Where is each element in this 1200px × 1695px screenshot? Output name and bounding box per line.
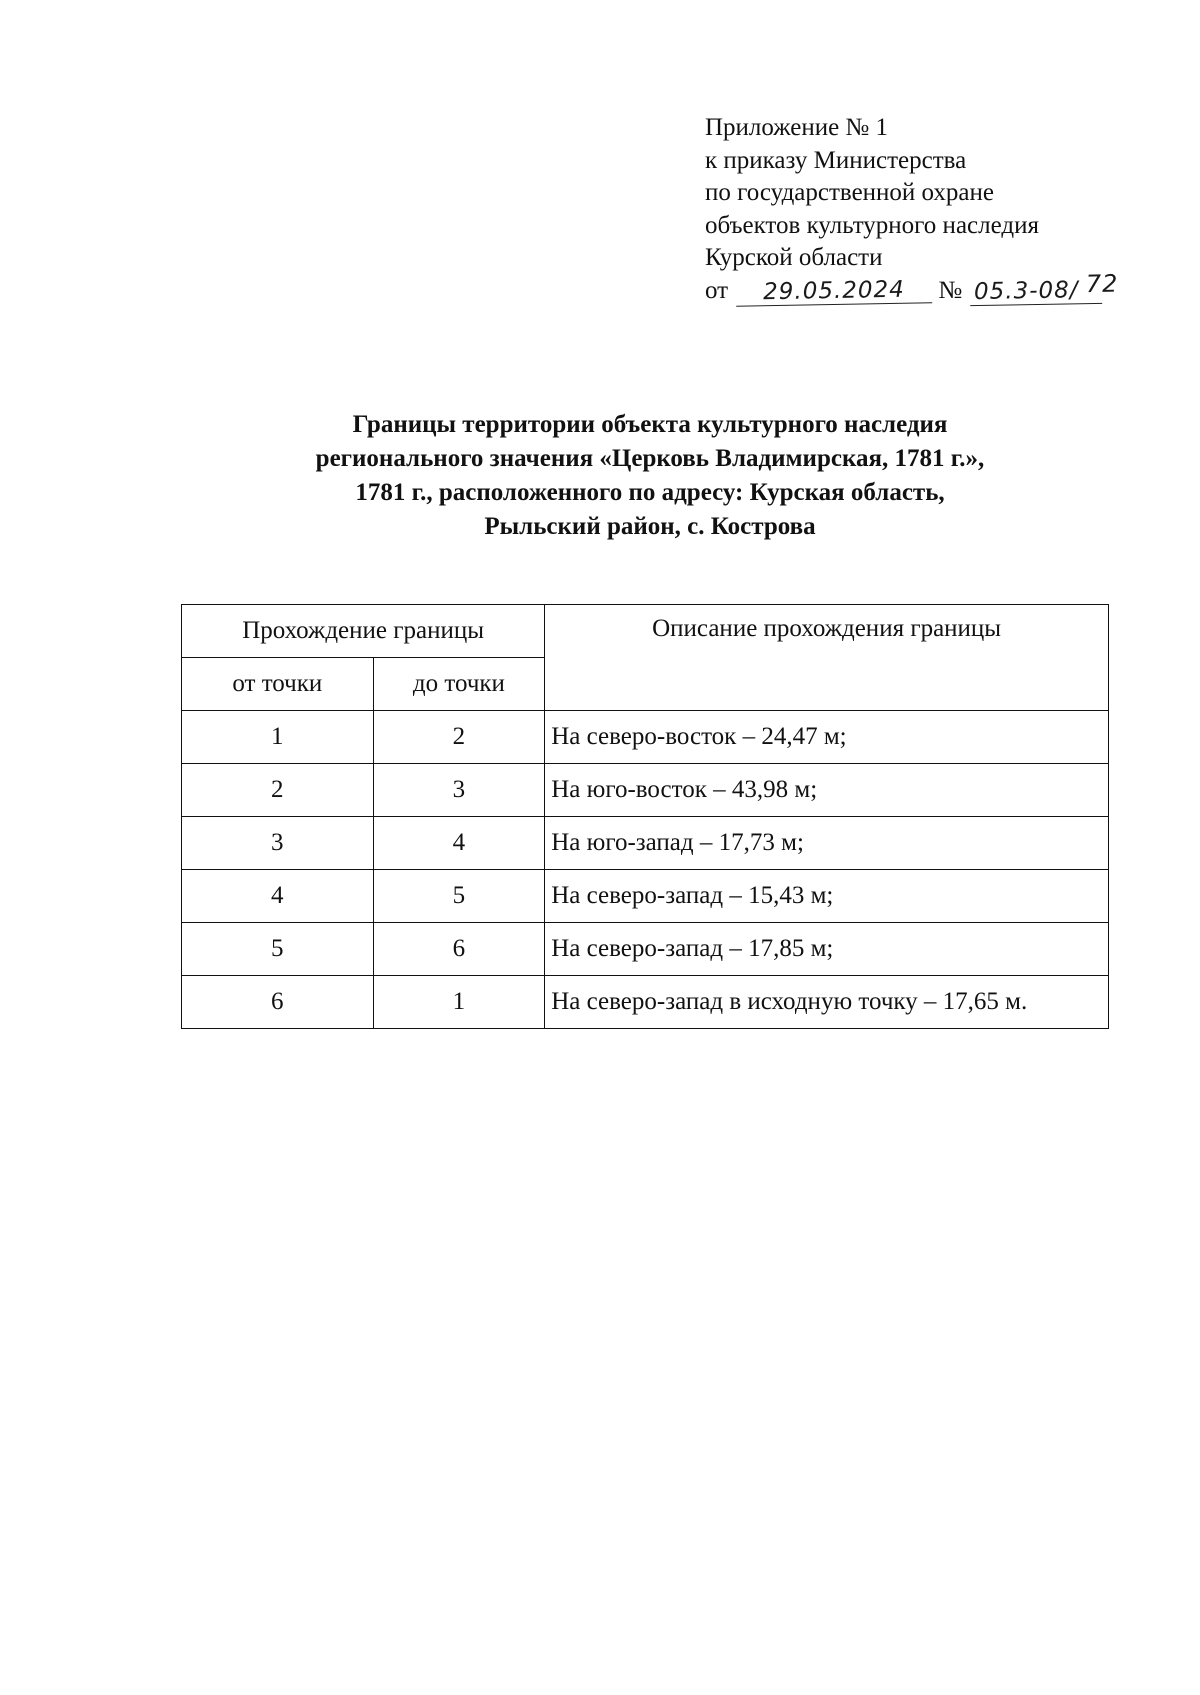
from-point-cell: 2 — [182, 764, 374, 817]
to-point-cell: 1 — [373, 976, 545, 1029]
appendix-line-3: по государственной охране — [705, 179, 995, 206]
handwritten-number-main: 05.3-08/ — [973, 276, 1079, 305]
title-line-1: Границы территории объекта культурного наследия — [352, 411, 948, 438]
title-line-2: регионального значения «Церковь Владимирская, 1781 г.», — [315, 445, 985, 472]
description-cell: На юго-восток – 43,98 м; — [545, 764, 1109, 817]
table-row — [182, 764, 1109, 817]
boundary-table — [181, 604, 1109, 1029]
header-from-point: от точки — [182, 658, 374, 711]
appendix-header — [705, 112, 1175, 307]
table-row — [182, 976, 1109, 1029]
handwritten-date: 29.05.2024 — [736, 276, 932, 306]
handwritten-number-suffix: 72 — [1085, 269, 1119, 298]
table-row — [182, 711, 1109, 764]
table-row — [182, 923, 1109, 976]
appendix-line-5: Курской области — [705, 244, 883, 271]
table-row — [182, 870, 1109, 923]
header-to-point: до точки — [373, 658, 545, 711]
to-point-cell: 6 — [373, 923, 545, 976]
from-point-cell: 3 — [182, 817, 374, 870]
description-cell: На северо-запад – 17,85 м; — [545, 923, 1109, 976]
document-title — [160, 408, 1140, 544]
description-cell: На юго-запад – 17,73 м; — [545, 817, 1109, 870]
header-description: Описание прохождения границы — [545, 605, 1109, 711]
to-point-cell: 4 — [373, 817, 545, 870]
header-boundary-passage: Прохождение границы — [182, 605, 545, 658]
order-date-number-line — [705, 269, 1175, 308]
to-point-cell: 3 — [373, 764, 545, 817]
title-line-4: Рыльский район, с. Кострова — [484, 513, 816, 540]
description-cell: На северо-запад – 15,43 м; — [545, 870, 1109, 923]
to-point-cell: 2 — [373, 711, 545, 764]
date-prefix: от — [705, 276, 729, 304]
number-prefix: № — [938, 276, 963, 304]
appendix-line-2: к приказу Министерства — [705, 146, 967, 174]
title-line-3: 1781 г., расположенного по адресу: Курская область, — [355, 479, 945, 506]
from-point-cell: 4 — [182, 870, 374, 923]
handwritten-number — [970, 269, 1119, 305]
appendix-line-1: Приложение № 1 — [705, 114, 889, 141]
from-point-cell: 6 — [182, 976, 374, 1029]
description-cell: На северо-запад в исходную точку – 17,65 м. — [545, 976, 1109, 1029]
from-point-cell: 1 — [182, 711, 374, 764]
appendix-line-4: объектов культурного наследия — [705, 211, 1039, 239]
table-row — [182, 817, 1109, 870]
from-point-cell: 5 — [182, 923, 374, 976]
description-cell: На северо-восток – 24,47 м; — [545, 711, 1109, 764]
to-point-cell: 5 — [373, 870, 545, 923]
